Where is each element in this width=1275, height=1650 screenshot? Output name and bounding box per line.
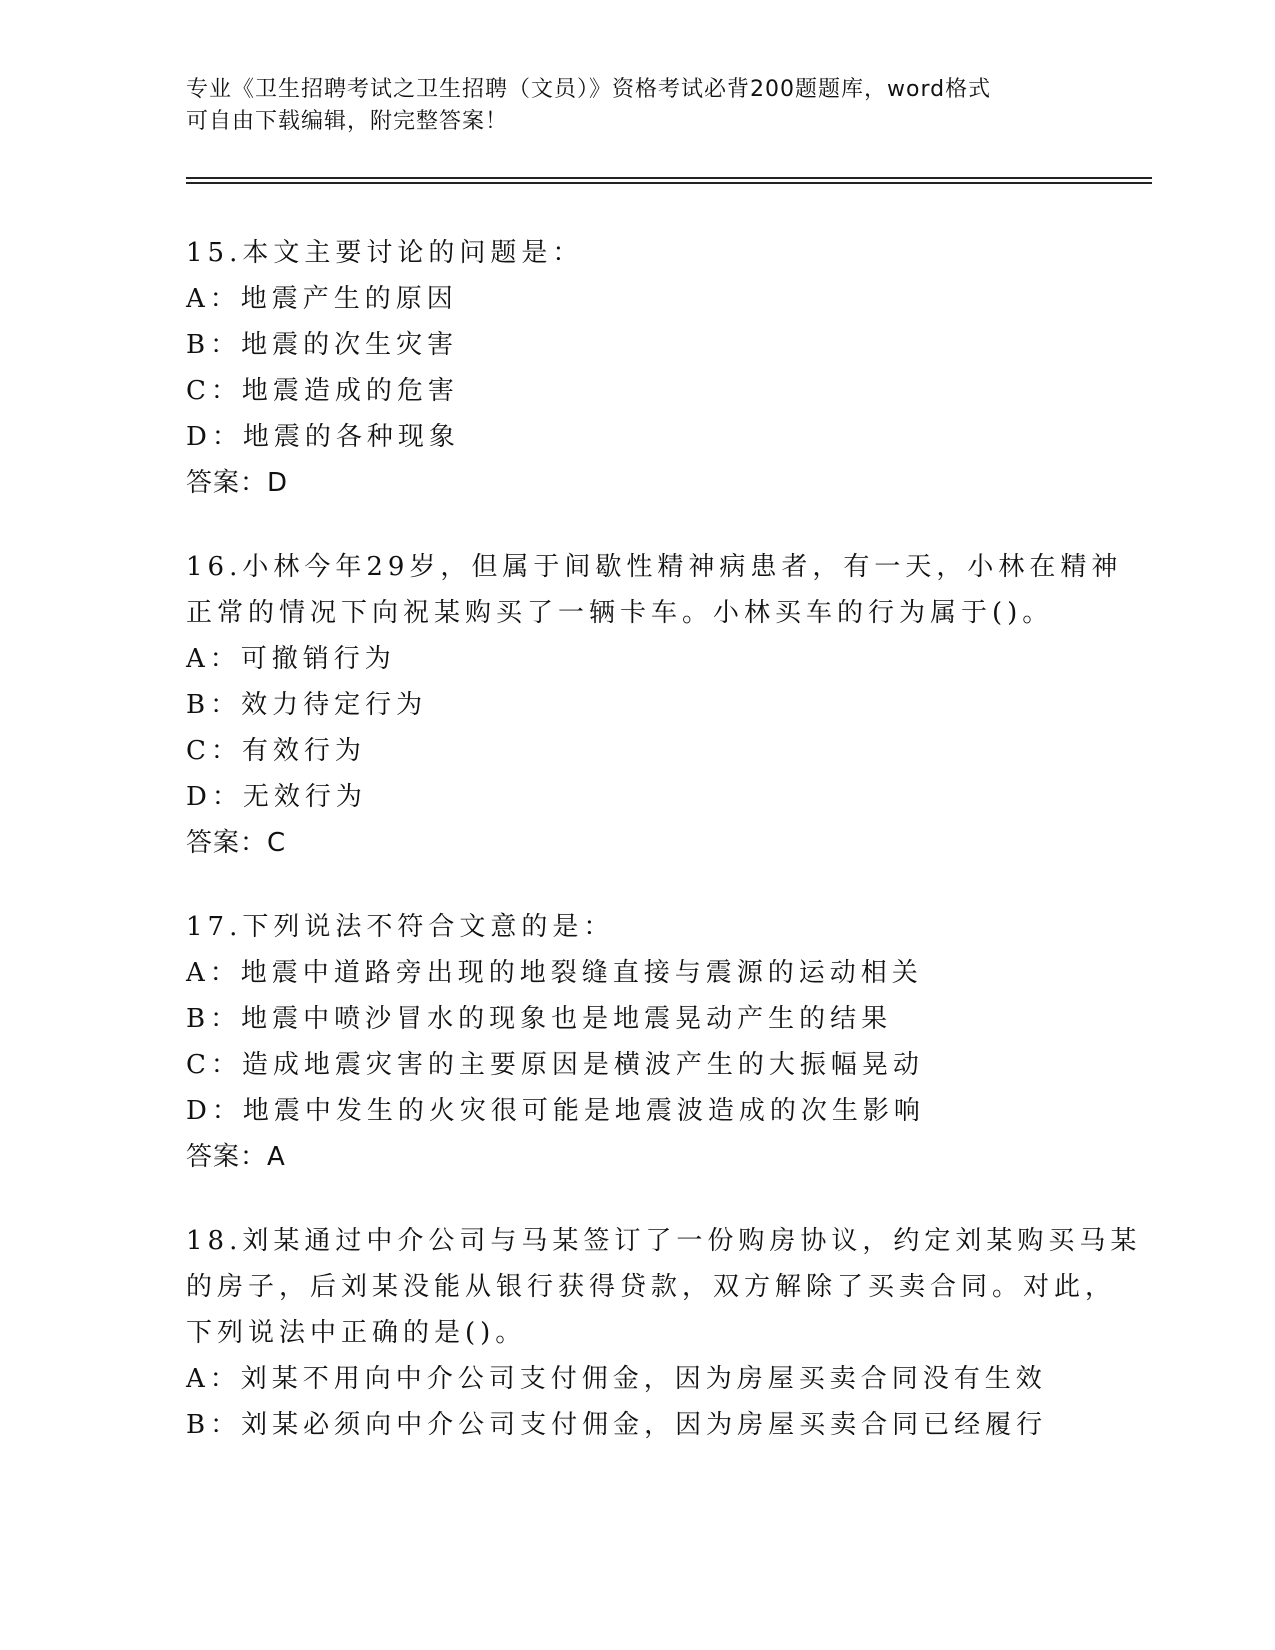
option-b: B：效力待定行为 (186, 690, 428, 720)
answer-line: 答案：A (186, 1142, 286, 1172)
option-a: A：地震产生的原因 (186, 284, 458, 314)
option-b: B：地震中喷沙冒水的现象也是地震晃动产生的结果 (186, 1004, 893, 1034)
document-header (186, 74, 1086, 138)
header-divider-top (186, 177, 1152, 179)
option-d: D：地震的各种现象 (186, 422, 460, 452)
question-16 (186, 544, 1186, 866)
option-d: D：地震中发生的火灾很可能是地震波造成的次生影响 (186, 1096, 925, 1126)
question-15 (186, 230, 1186, 506)
question-stem: 的房子，后刘某没能从银行获得贷款，双方解除了买卖合同。对此， (186, 1272, 1117, 1302)
option-d: D：无效行为 (186, 782, 367, 812)
option-b: B：刘某必须向中介公司支付佣金，因为房屋买卖合同已经履行 (186, 1410, 1048, 1440)
header-line-1: 专业《卫生招聘考试之卫生招聘（文员）》资格考试必背200题题库，word格式 (186, 77, 992, 102)
question-stem: 下列说法中正确的是()。 (186, 1318, 527, 1348)
question-list (186, 230, 1186, 1486)
question-stem: 正常的情况下向祝某购买了一辆卡车。小林买车的行为属于()。 (186, 598, 1054, 628)
question-stem: 16.小林今年29岁，但属于间歇性精神病患者，有一天，小林在精神 (186, 552, 1123, 582)
answer-line: 答案：D (186, 468, 289, 498)
answer-line: 答案：C (186, 828, 287, 858)
option-a: A：可撤销行为 (186, 644, 396, 674)
question-17 (186, 904, 1186, 1180)
header-divider-bottom (186, 182, 1152, 184)
option-a: A：地震中道路旁出现的地裂缝直接与震源的运动相关 (186, 958, 923, 988)
question-stem: 18.刘某通过中介公司与马某签订了一份购房协议，约定刘某购买马某 (186, 1226, 1142, 1256)
header-line-2: 可自由下载编辑，附完整答案！ (186, 109, 509, 134)
question-18 (186, 1218, 1186, 1448)
option-c: C：地震造成的危害 (186, 376, 459, 406)
option-c: C：造成地震灾害的主要原因是横波产生的大振幅晃动 (186, 1050, 924, 1080)
question-stem: 15.本文主要讨论的问题是： (186, 238, 584, 268)
option-a: A：刘某不用向中介公司支付佣金，因为房屋买卖合同没有生效 (186, 1364, 1047, 1394)
option-b: B：地震的次生灾害 (186, 330, 459, 360)
option-c: C：有效行为 (186, 736, 366, 766)
question-stem: 17.下列说法不符合文意的是： (186, 912, 615, 942)
